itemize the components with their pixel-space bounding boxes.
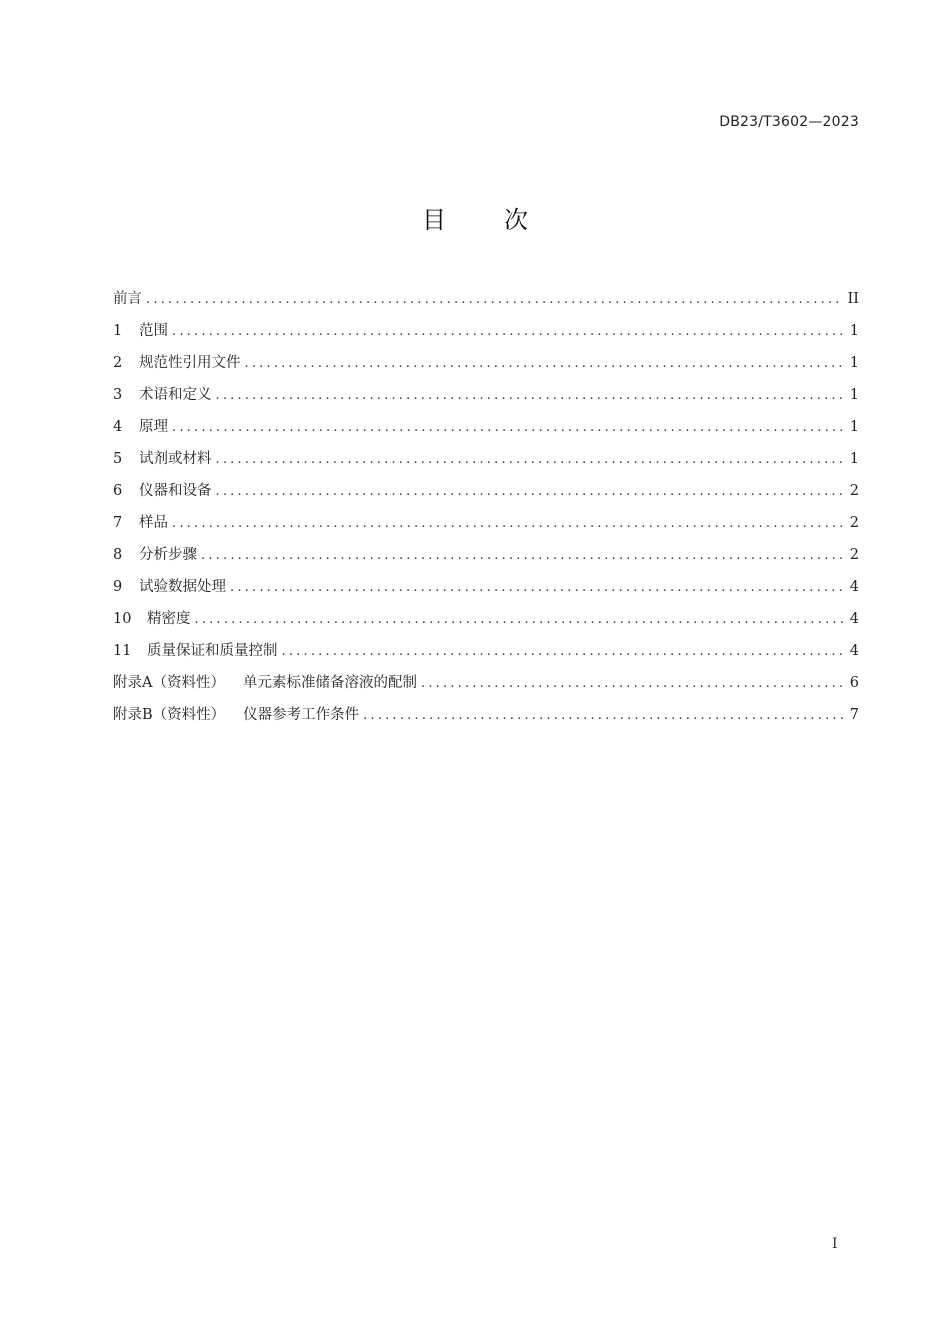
toc-entry-label: 前言 (113, 291, 142, 307)
toc-entry-page: 6 (849, 675, 859, 691)
toc-entry-5[interactable] (113, 446, 859, 478)
toc-entry-page: 1 (849, 355, 859, 371)
toc-entry-1[interactable] (113, 318, 859, 350)
toc-entry-page: 2 (849, 547, 859, 563)
toc-entry-page: 2 (849, 483, 859, 499)
toc-entry-8[interactable] (113, 542, 859, 574)
toc-entry-label: 范围 (139, 323, 168, 339)
page-number: I (832, 1236, 838, 1252)
toc-entry-7[interactable] (113, 510, 859, 542)
toc-entry-number: 6 (113, 483, 123, 499)
toc-leader-dots (172, 415, 844, 441)
toc-entry-11[interactable] (113, 638, 859, 670)
toc-entry-annex-a[interactable] (113, 670, 859, 702)
toc-entry-page: 4 (849, 611, 859, 627)
toc-entry-number: 2 (113, 355, 123, 371)
toc-entry-page: 7 (849, 707, 859, 723)
toc-entry-number: 4 (113, 419, 123, 435)
toc-entry-number: 1 (113, 323, 123, 339)
toc-entry-page: 1 (849, 323, 859, 339)
toc-entry-page: 4 (849, 579, 859, 595)
toc-entry-4[interactable] (113, 414, 859, 446)
toc-entry-3[interactable] (113, 382, 859, 414)
toc-entry-label: 试剂或材料 (139, 451, 212, 467)
toc-entry-label: 分析步骤 (139, 547, 197, 563)
toc-entry-number: 10 (113, 611, 132, 627)
toc-entry-2[interactable] (113, 350, 859, 382)
toc-entry-page: 4 (849, 643, 859, 659)
toc-leader-dots (216, 383, 844, 409)
toc-entry-label: 单元素标准储备溶液的配制 (242, 675, 417, 691)
toc-entry-label: 精密度 (147, 611, 191, 627)
toc-annex-prefix: 附录B（资料性） (113, 707, 226, 723)
toc-entry-label: 规范性引用文件 (139, 355, 241, 371)
toc-entry-page: 1 (849, 387, 859, 403)
toc-leader-dots (363, 703, 844, 729)
toc-annex-prefix: 附录A（资料性） (113, 675, 225, 691)
toc-leader-dots (230, 575, 844, 601)
toc-leader-dots (172, 511, 844, 537)
toc-entry-page: 1 (849, 451, 859, 467)
toc-leader-dots (282, 639, 844, 665)
toc-entry-page: II (847, 291, 859, 307)
toc-leader-dots (245, 351, 844, 377)
toc-leader-dots (201, 543, 844, 569)
toc-entry-number: 5 (113, 451, 123, 467)
toc-entry-label: 仪器参考工作条件 (243, 707, 360, 723)
toc-entry-number: 8 (113, 547, 123, 563)
toc-leader-dots (146, 287, 842, 313)
toc-leader-dots (216, 447, 844, 473)
toc-title: 目次 (422, 206, 586, 234)
toc-entry-label: 试验数据处理 (139, 579, 226, 595)
toc-entry-label: 仪器和设备 (139, 483, 212, 499)
toc-entry-number: 11 (113, 643, 132, 659)
toc-leader-dots (216, 479, 844, 505)
toc-leader-dots (172, 319, 844, 345)
toc-entry-number: 9 (113, 579, 123, 595)
document-code: DB23/T3602—2023 (719, 114, 859, 130)
toc-entry-label: 样品 (139, 515, 168, 531)
toc-entry-page: 2 (849, 515, 859, 531)
toc-entry-number: 7 (113, 515, 123, 531)
table-of-contents (113, 286, 859, 734)
toc-leader-dots (421, 671, 844, 697)
toc-entry-foreword[interactable] (113, 286, 859, 318)
toc-leader-dots (195, 607, 844, 633)
toc-entry-number: 3 (113, 387, 123, 403)
toc-entry-9[interactable] (113, 574, 859, 606)
toc-entry-label: 质量保证和质量控制 (147, 643, 278, 659)
toc-entry-6[interactable] (113, 478, 859, 510)
toc-entry-annex-b[interactable] (113, 702, 859, 734)
toc-entry-label: 术语和定义 (139, 387, 212, 403)
toc-entry-label: 原理 (139, 419, 168, 435)
toc-entry-page: 1 (849, 419, 859, 435)
toc-entry-10[interactable] (113, 606, 859, 638)
